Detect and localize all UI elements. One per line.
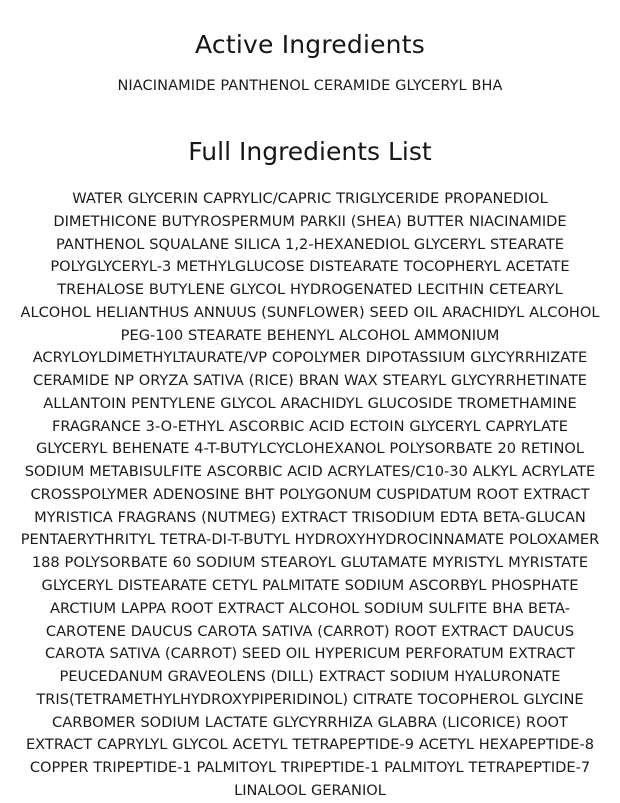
active-ingredients-text: NIACINAMIDE PANTHENOL CERAMIDE GLYCERYL BHA <box>117 78 503 94</box>
active-ingredients-heading: Active Ingredients <box>195 30 425 59</box>
full-ingredients-text: WATER GLYCERIN CAPRYLIC/CAPRIC TRIGLYCERIDE PROPANEDIOL DIMETHICONE BUTYROSPERMUM PARKII (SHEA) BUTTER NIACINAMIDE PANTHENOL SQUALANE SILICA 1,2-HEXANEDIOL GLYCERYL STEARATE POLYGLYCERYL-3 METHYLGLUCOSE DISTEARATE TOCOPHERYL ACETATE TREHALOSE BUTYLENE GLYCOL HYDROGENATED LECITHIN CETEARYL ALCOHOL HELIANTHUS ANNUUS (SUNFLOWER) SEED OIL ARACHIDYL ALCOHOL PEG-100 STEARATE BEHENYL ALCOHOL AMMONIUM ACRYLOYLDIMETHYLTAURATE/VP COPOLYMER DIPOTASSIUM GLYCYRRHIZATE CERAMIDE NP ORYZA SATIVA (RICE) BRAN WAX STEARYL GLYCYRRHETINATE ALLANTOIN PENTYLENE GLYCOL ARACHIDYL GLUCOSIDE TROMETHAMINE FRAGRANCE 3-O-ETHYL ASCORBIC ACID ECTOIN GLYCERYL CAPRYLATE GLYCERYL BEHENATE 4-T-BUTYLCYCLOHEXANOL POLYSORBATE 20 RETINOL SODIUM METABISULFITE ASCORBIC ACID ACRYLATES/C10-30 ALKYL ACRYLATE CROSSPOLYMER ADENOSINE BHT POLYGONUM CUSPIDATUM ROOT EXTRACT MYRISTICA FRAGRANS (NUTMEG) EXTRACT TRISODIUM EDTA BETA-GLUCAN PENTAERYTHRITYL TETRA-DI-T-BUTYL HYDROXYHYDROCINNAMATE POLOXAMER 188 POLYSORBATE 60 SODIUM STEAROYL GLUTAMATE MYRISTYL MYRISTATE GLYCERYL DISTEARATE CETYL PALMITATE SODIUM ASCORBYL PHOSPHATE ARCTIUM LAPPA ROOT EXTRACT ALCOHOL SODIUM SULFITE BHA BETA-CAROTENE DAUCUS CAROTA SATIVA (CARROT) ROOT EXTRACT DAUCUS CAROTA SATIVA (CARROT) SEED OIL HYPERICUM PERFORATUM EXTRACT PEUCEDANUM GRAVEOLENS (DILL) EXTRACT SODIUM HYALURONATE TRIS(TETRAMETHYLHYDROXYPIPERIDINOL) CITRATE TOCOPHEROL GLYCINE CARBOMER SODIUM LACTATE GLYCYRRHIZA GLABRA (LICORICE) ROOT EXTRACT CAPRYLYL GLYCOL ACETYL TETRAPEPTIDE-9 ACETYL HEXAPEPTIDE-8 COPPER TRIPEPTIDE-1 PALMITOYL TRIPEPTIDE-1 PALMITOYL TETRAPEPTIDE-7 LINALOOL GERANIOL <box>20 190 600 799</box>
full-ingredients-heading: Full Ingredients List <box>188 137 432 166</box>
